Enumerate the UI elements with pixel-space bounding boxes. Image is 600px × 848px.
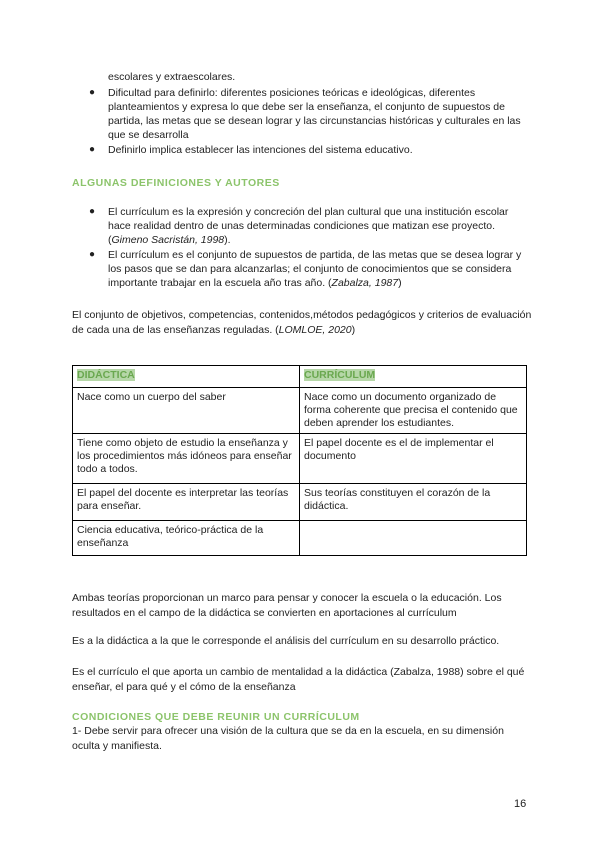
bullet-icon: ● [89,249,96,260]
bullet-continuation: escolares y extraescolares. [108,71,236,83]
bullet-icon: ● [89,87,96,98]
citation-close: ). [224,234,231,246]
list-item-text: Definirlo implica establecer las intenciones del sistema educativo. [108,144,413,156]
comparison-table [72,365,527,556]
table-cell: El papel docente es el de implementar el documento [300,434,527,484]
paragraph: Es a la didáctica a la que le corresponde el análisis del currículum en su desarrollo práctico. [72,635,500,647]
header-label: CURRÍCULUM [304,369,376,381]
table-row [73,388,527,434]
table-cell: Sus teorías constituyen el corazón de la didáctica. [300,484,527,521]
table-cell: Ciencia educativa, teórico-práctica de la enseñanza [73,521,300,556]
table-row [73,521,527,556]
table-row [73,434,527,484]
bullet-icon: ● [89,144,96,155]
citation: LOMLOE, 2020 [278,324,352,336]
paragraph: Es el currículo el que aporta un cambio de mentalidad a la didáctica (Zabalza, 1988) sobre el qué enseñar, el para qué y el cómo de la enseñanza [72,666,525,693]
list-item [84,143,530,157]
header-curriculum [300,366,527,388]
definitions-bullet-list [84,205,530,291]
citation: Gimeno Sacristán, 1998 [111,234,225,246]
list-item-text: El currículum es el conjunto de supuestos de partida, de las metas que se desea lograr y los pasos que se dan para alcanzarlas; el conjunto de conocimientos que se considera importante trabajar en la escuela año tras año. ( [108,249,522,289]
list-item [84,248,530,290]
list-item-text: Dificultad para definirlo: diferentes posiciones teóricas e ideológicas, diferentes planteamientos y expresa lo que debe ser la enseñanza, el conjunto de supuestos de partida, las metas que se desean lograr y las circunstancias históricas y culturales en las que se desarrolla [108,87,521,141]
citation-close: ) [398,277,402,289]
table-cell [300,521,527,556]
section-heading-definiciones: ALGUNAS DEFINICIONES Y AUTORES [72,177,280,189]
list-item [84,86,530,142]
paragraph: Ambas teorías proporcionan un marco para pensar y conocer la escuela o la educación. Los resultados en el campo de la didáctica se convierten en aportaciones al currículum [72,592,502,619]
citation-close: ) [351,324,356,336]
table-cell: Tiene como objeto de estudio la enseñanza y los procedimientos más idóneos para enseñar todo a todos. [73,434,300,484]
list-item [84,205,530,247]
table-cell: El papel del docente es interpretar las teorías para enseñar. [73,484,300,521]
page-number: 16 [514,798,527,810]
lomloe-definition [72,308,532,338]
bullet-icon: ● [89,206,96,217]
table-header-row [73,366,527,388]
section-heading-condiciones: CONDICIONES QUE DEBE REUNIR UN CURRÍCULUM [72,711,360,723]
table-row [73,484,527,521]
table-cell: Nace como un documento organizado de forma coherente que precisa el contenido que deben aprender los estudiantes. [300,388,527,434]
header-label: DIDÁCTICA [77,369,135,381]
header-didactica [73,366,300,388]
citation: Zabalza, 1987 [331,277,399,289]
paragraph-text: El conjunto de objetivos, competencias, contenidos,métodos pedagógicos y criterios de evaluación de cada una de las enseñanzas reguladas. ( [72,309,532,336]
paragraph: 1- Debe servir para ofrecer una visión de la cultura que se da en la escuela, en su dimensión oculta y manifiesta. [72,725,504,752]
intro-bullet-list [84,86,530,158]
list-item-text: El currículum es la expresión y concreción del plan cultural que una institución escolar hace realidad dentro de unas determinadas condiciones que matizan ese proyecto. ( [108,206,509,246]
table-cell: Nace como un cuerpo del saber [73,388,300,434]
